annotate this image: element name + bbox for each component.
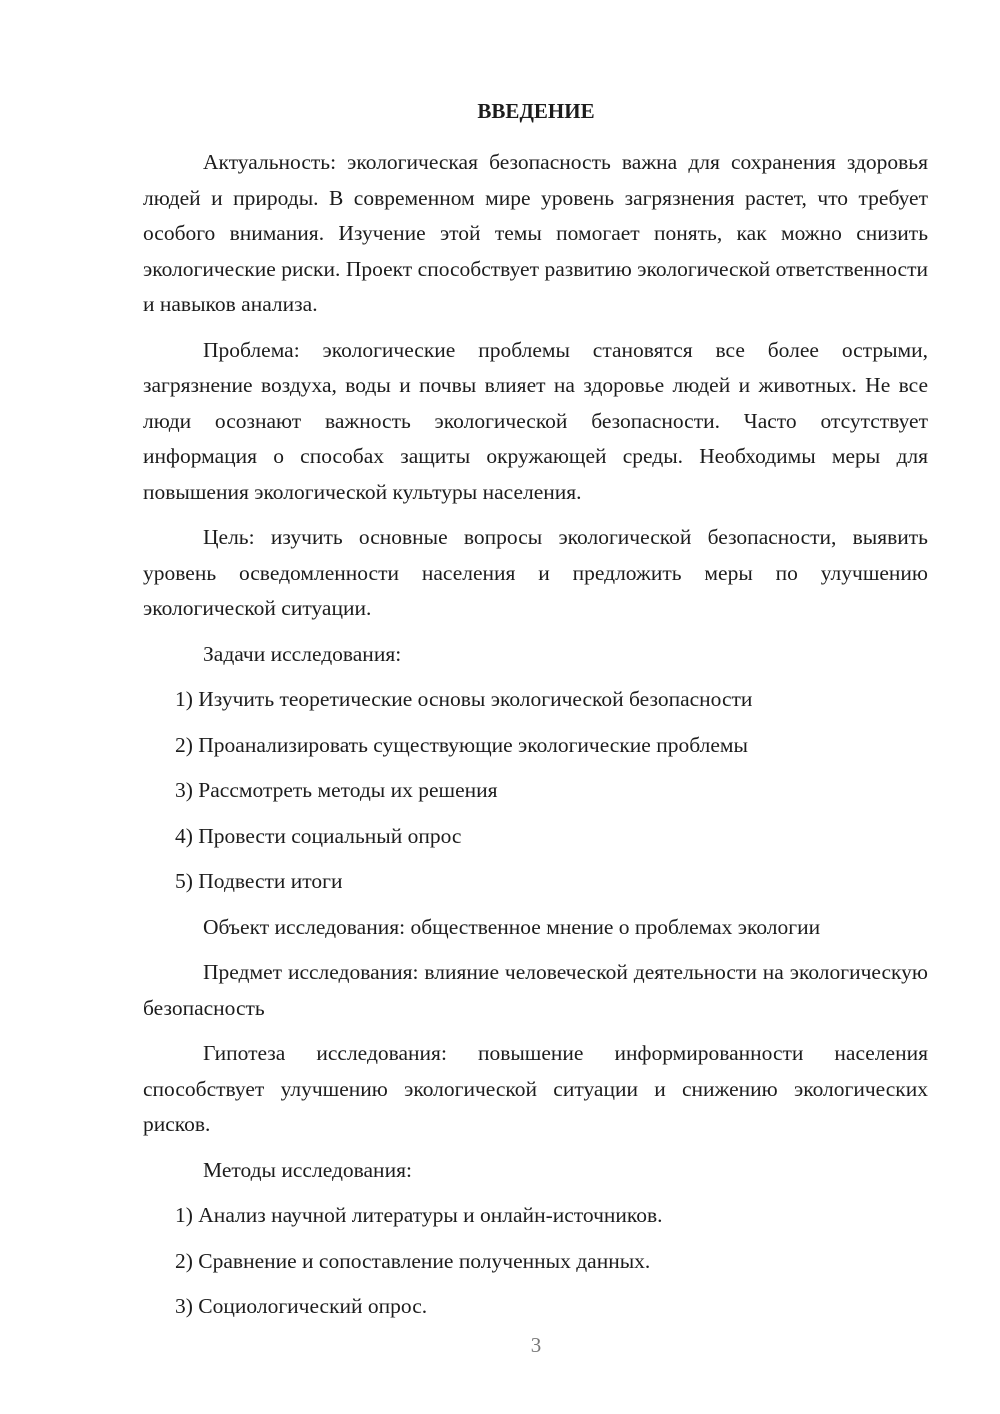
object-paragraph: Объект исследования: общественное мнение о проблемах экологии bbox=[203, 914, 821, 939]
tasks-list bbox=[143, 682, 928, 900]
document-body bbox=[143, 145, 928, 1335]
methods-heading: Методы исследования: bbox=[203, 1157, 412, 1182]
goal-paragraph: Цель: изучить основные вопросы экологической безопасности, выявить уровень осведомленности населения и предложить меры по улучшению экологической ситуации. bbox=[143, 525, 928, 620]
list-item: 1) Изучить теоретические основы экологической безопасности bbox=[175, 687, 753, 711]
list-item: 3) Рассмотреть методы их решения bbox=[175, 778, 498, 802]
list-item: 1) Анализ научной литературы и онлайн-источников. bbox=[175, 1203, 663, 1227]
list-item: 4) Провести социальный опрос bbox=[175, 823, 462, 848]
list-item: 2) Сравнение и сопоставление полученных данных. bbox=[175, 1248, 651, 1273]
subject-paragraph: Предмет исследования: влияние человеческой деятельности на экологическую безопасность bbox=[143, 960, 928, 1020]
methods-list bbox=[143, 1198, 928, 1325]
tasks-heading: Задачи исследования: bbox=[203, 641, 402, 666]
list-item: 5) Подвести итоги bbox=[175, 869, 343, 893]
relevance-paragraph: Актуальность: экологическая безопасность важна для сохранения здоровья людей и природы. В современном мире уровень загрязнения растет, что требует особого внимания. Изучение этой темы помогает понять, как можно снизить экологические риски. Проект способствует развитию экологической ответственности и навыков анализа. bbox=[143, 150, 928, 316]
list-item: 3) Социологический опрос. bbox=[175, 1294, 428, 1318]
page-title: ВВЕДЕНИЕ bbox=[477, 99, 595, 123]
problem-paragraph: Проблема: экологические проблемы становятся все более острыми, загрязнение воздуха, воды и почвы влияет на здоровье людей и животных. Не все люди осознают важность экологической безопасности. Часто отсутствует информация о способах защиты окружающей среды. Необходимы меры для повышения экологической культуры населения. bbox=[143, 337, 928, 504]
hypothesis-paragraph: Гипотеза исследования: повышение информированности населения способствует улучшению экологической ситуации и снижению экологических рисков. bbox=[143, 1041, 928, 1136]
page-number: 3 bbox=[530, 1333, 542, 1357]
list-item: 2) Проанализировать существующие экологические проблемы bbox=[175, 732, 748, 757]
